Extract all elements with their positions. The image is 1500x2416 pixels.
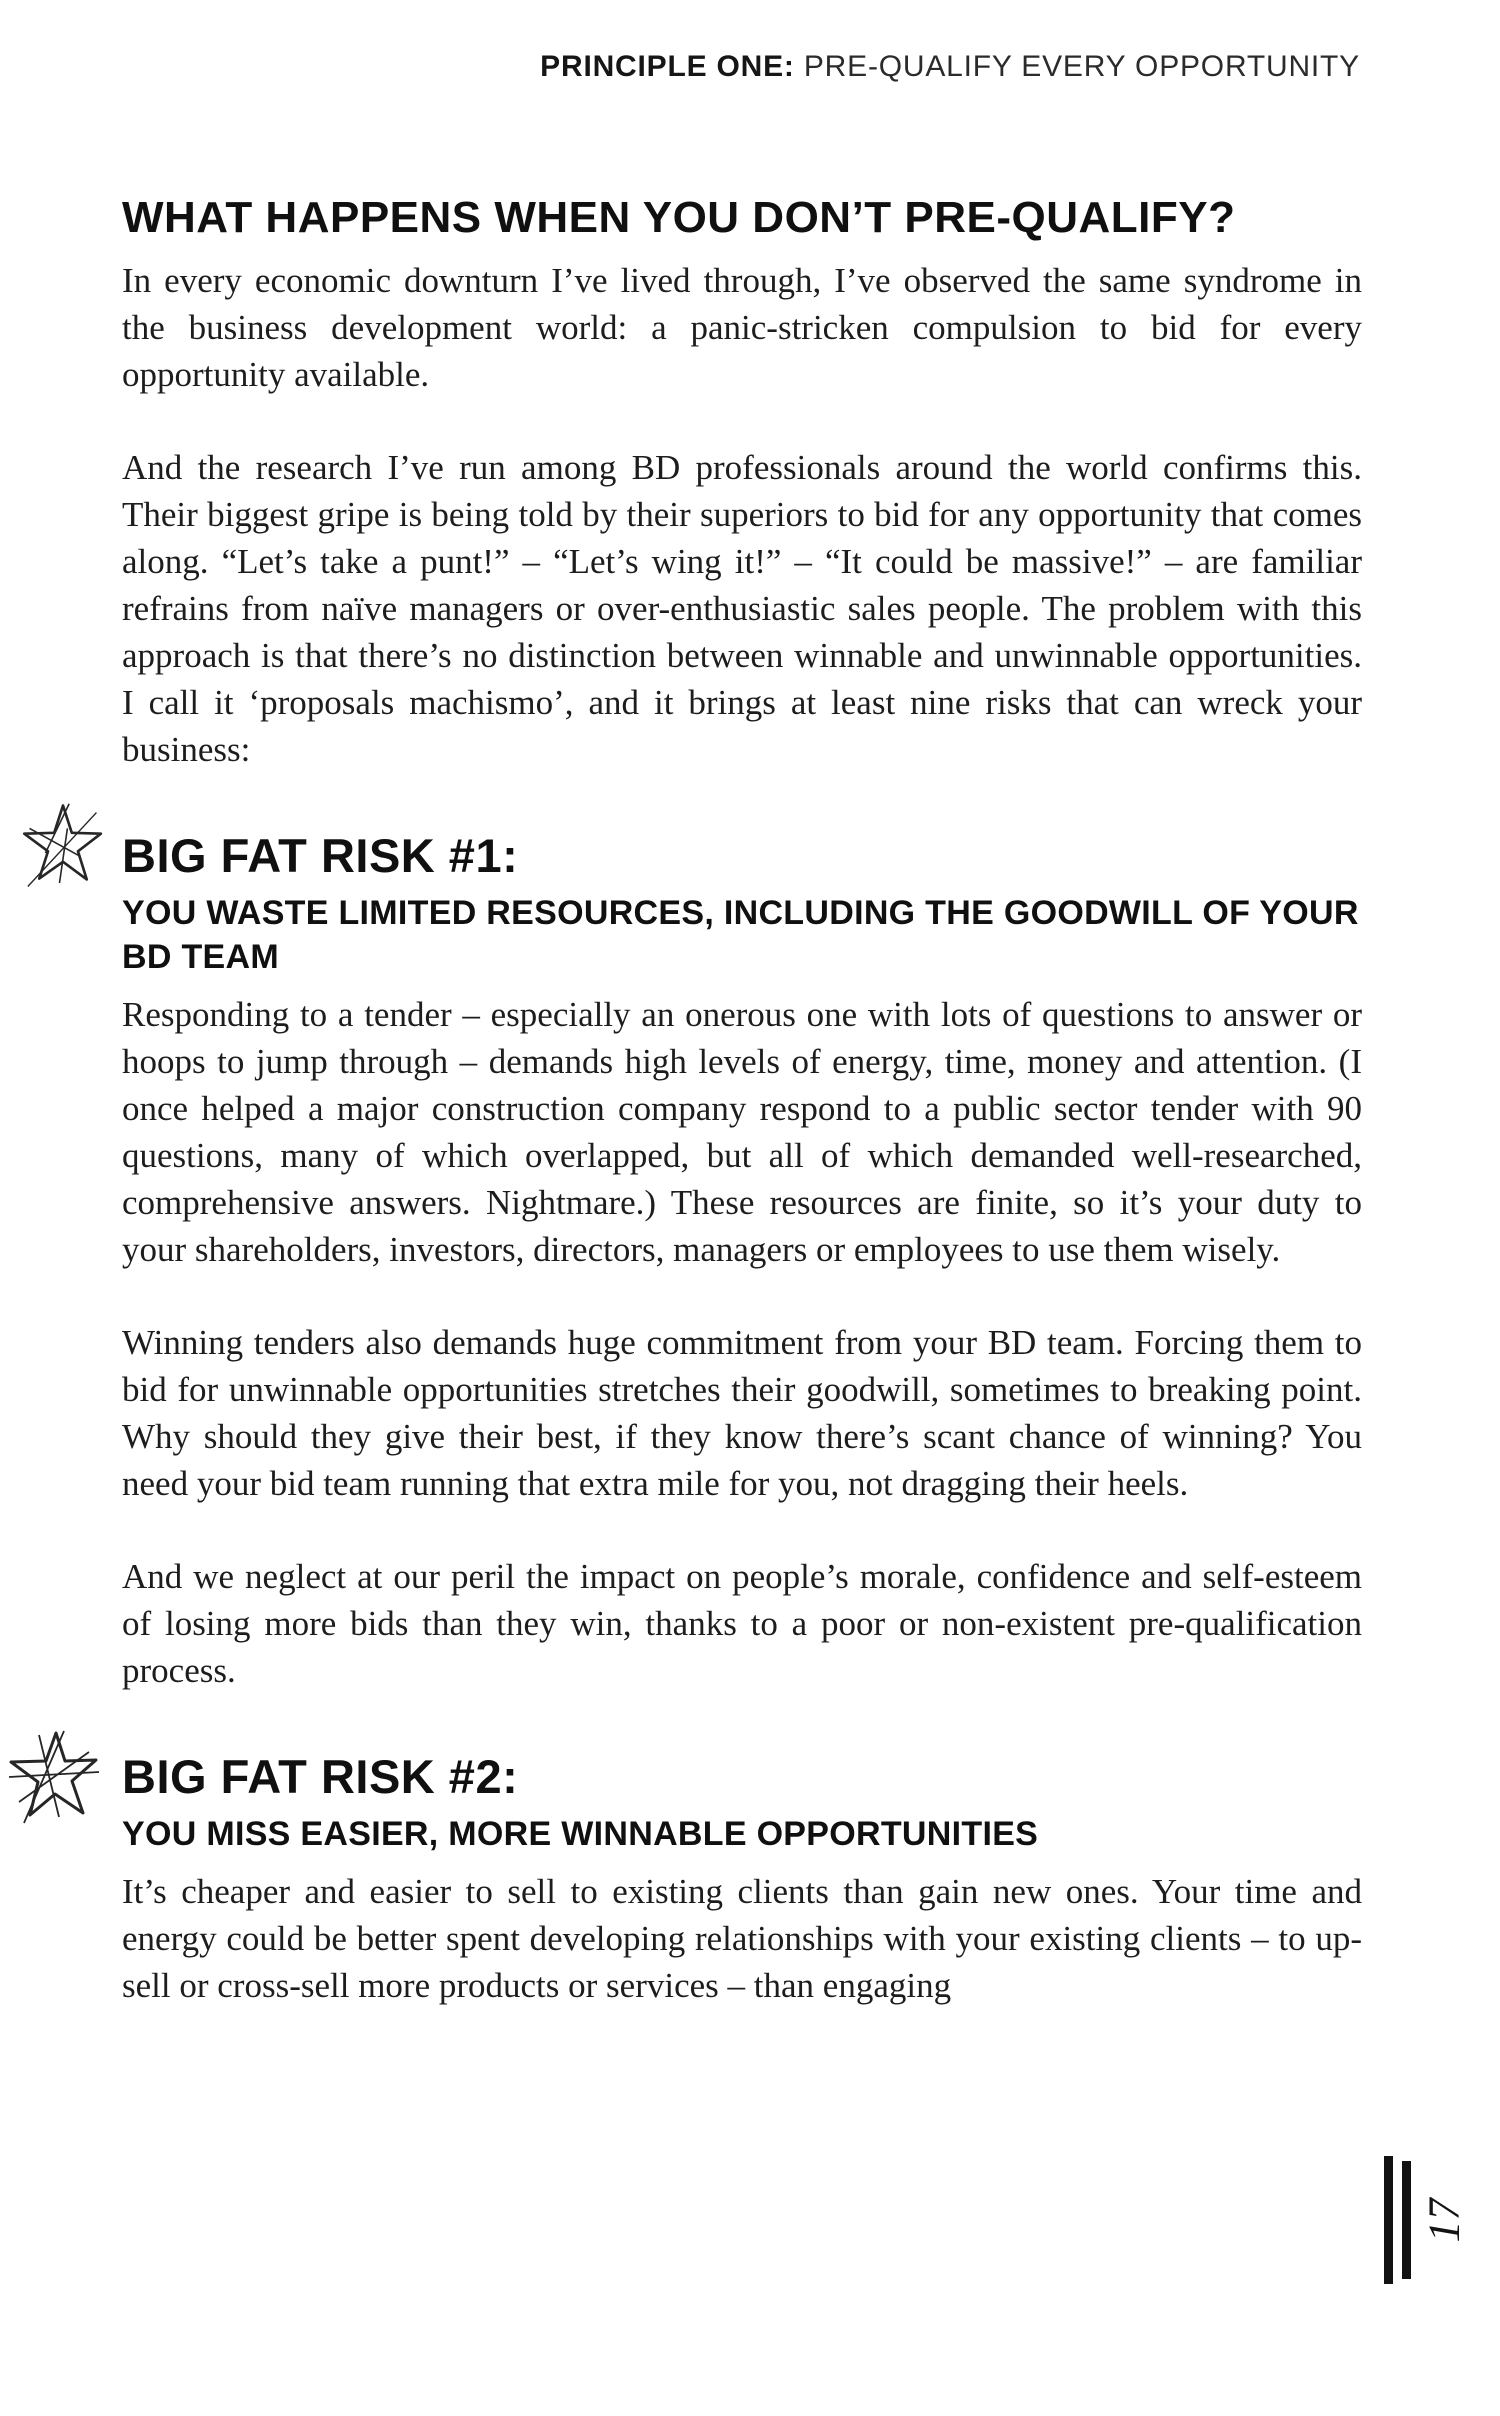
risk-paragraph: And we neglect at our peril the impact on people’s morale, confidence and self-esteem of losing more bids than they win, thanks to a poor or non-existent pre-qualification process. (122, 1557, 1362, 1690)
running-header-title: PRE-QUALIFY EVERY OPPORTUNITY (794, 50, 1360, 83)
risk-section-2 (122, 1749, 1362, 2009)
page-content (122, 193, 1362, 2009)
risk-paragraph: It’s cheaper and easier to sell to existing clients than gain new ones. Your time and energy could be better spent developing relationships with your existing clients – to up-sell or cross-sell more products or services – than engaging (122, 1872, 1362, 2005)
risk-paragraph: Winning tenders also demands huge commitment from your BD team. Forcing them to bid for unwinnable opportunities stretches their goodwill, sometimes to breaking point. Why should they give their best, if they know there’s scant chance of winning? You need your bid team running that extra mile for you, not dragging their heels. (122, 1323, 1362, 1503)
page-number: 17 (1419, 2198, 1469, 2242)
sketch-star-icon (4, 1727, 104, 1827)
page-number-block (1384, 2156, 1469, 2284)
risk-subheading: YOU MISS EASIER, MORE WINNABLE OPPORTUNITIES (122, 1815, 1039, 1853)
page-title: WHAT HAPPENS WHEN YOU DON’T PRE-QUALIFY? (122, 193, 1236, 242)
folio-rule (1384, 2156, 1393, 2284)
running-header (540, 50, 1360, 84)
folio-rule (1402, 2161, 1411, 2279)
risk-subheading: YOU WASTE LIMITED RESOURCES, INCLUDING THE GOODWILL OF YOUR BD TEAM (122, 894, 1359, 976)
risk-paragraph: Responding to a tender – especially an onerous one with lots of questions to answer or hoops to jump through – demands high levels of energy, time, money and attention. (I once helped a major construction company respond to a public sector tender with 90 questions, many of which overlapped, but all of which demanded well-researched, comprehensive answers. Nightmare.) These resources are finite, so it’s your duty to your shareholders, investors, directors, managers or employees to use them wisely. (122, 995, 1362, 1269)
risk-heading: BIG FAT RISK #1: (122, 829, 519, 882)
risk-section-1 (122, 828, 1362, 1694)
risk-heading: BIG FAT RISK #2: (122, 1750, 519, 1803)
intro-paragraph: And the research I’ve run among BD professionals around the world confirms this. Their biggest gripe is being told by their superiors to bid for any opportunity that comes along. “Let’s take a punt!” – “Let’s wing it!” – “It could be massive!” – are familiar refrains from naïve managers or over-enthusiastic sales people. The problem with this approach is that there’s no distinction between winnable and unwinnable opportunities. I call it ‘proposals machismo’, and it brings at least nine risks that can wreck your business: (122, 448, 1362, 769)
sketch-star-icon (19, 800, 107, 892)
running-header-label: PRINCIPLE ONE: (540, 50, 795, 83)
intro-paragraph: In every economic downturn I’ve lived through, I’ve observed the same syndrome in the business development world: a panic-stricken compulsion to bid for every opportunity available. (122, 261, 1362, 394)
